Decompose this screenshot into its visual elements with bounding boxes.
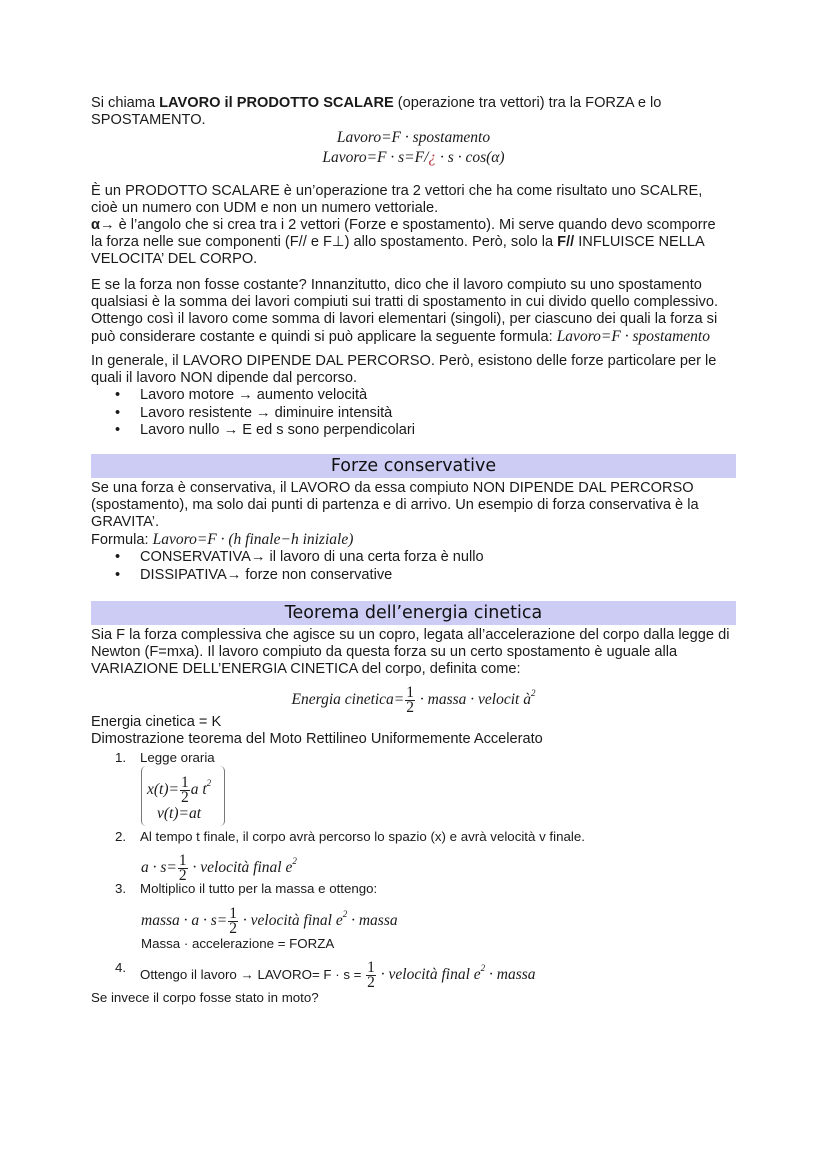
percorso-paragraph bbox=[91, 353, 741, 440]
formula-part: · massa bbox=[485, 966, 536, 983]
step-2 bbox=[91, 828, 741, 845]
numerator: 1 bbox=[406, 683, 415, 701]
text: Energia cinetica = K bbox=[91, 714, 222, 730]
text: Newton (F=mxa). Il lavoro compiuto da questa forza su un certo spostamento è uguale alla bbox=[91, 644, 678, 660]
section-heading-forze-conservative: Forze conservative bbox=[91, 454, 736, 478]
numerator: 1 bbox=[180, 773, 189, 791]
text: Sia F la forza complessiva che agisce su un copro, legata all’accelerazione del corpo dalla legge di bbox=[91, 627, 730, 643]
text: GRAVITA’. bbox=[91, 514, 160, 530]
denominator: 2 bbox=[180, 788, 189, 806]
forza-non-costante-paragraph bbox=[91, 277, 741, 346]
formula-1: Lavoro=F · spostamento bbox=[336, 129, 491, 146]
alpha-label: α→ bbox=[91, 217, 115, 233]
step-number: 3. bbox=[115, 881, 127, 896]
numerator: 1 bbox=[178, 851, 187, 869]
step-3-formula bbox=[141, 899, 398, 936]
text: (operazione tra vettori) tra la FORZA e lo bbox=[393, 95, 662, 111]
numerator: 1 bbox=[367, 958, 375, 976]
system-eq-2: v(t)=at bbox=[157, 805, 202, 822]
text: Si chiama bbox=[91, 95, 160, 111]
text: VARIAZIONE DELL’ENERGIA CINETICA del corpo, definita come: bbox=[91, 661, 521, 677]
step-text: Legge oraria bbox=[140, 750, 215, 765]
formula-part: · massa bbox=[347, 912, 398, 929]
list-item: • Lavoro resistente → diminuire intensità bbox=[91, 405, 741, 423]
text: è l’angolo che si crea tra i 2 vettori (Forze e spostamento). Mi serve quando devo scomporre bbox=[114, 217, 716, 233]
step-3 bbox=[91, 880, 741, 897]
list-item: • Lavoro nullo → E ed s sono perpendicolari bbox=[91, 422, 741, 440]
text: Ottengo così il lavoro come somma di lavori elementari (singoli), per ciascuno dei quali la forza si bbox=[91, 311, 718, 327]
formula-part: · velocità final e bbox=[376, 966, 481, 983]
formula-part: · massa · velocit à bbox=[416, 691, 531, 708]
text: VELOCITA’ DEL CORPO. bbox=[91, 251, 258, 267]
forze-conservative-paragraph bbox=[91, 480, 741, 584]
formula-label: Formula: bbox=[91, 532, 153, 548]
text: quali il lavoro NON dipende dal percorso. bbox=[91, 370, 358, 386]
section-heading-teorema: Teorema dell’energia cinetica bbox=[91, 601, 736, 625]
lavoro-types-list bbox=[91, 387, 741, 440]
exponent: 2 bbox=[342, 909, 348, 919]
exponent: 2 bbox=[530, 688, 536, 698]
text: Se una forza è conservativa, il LAVORO da essa compiuto NON DIPENDE DAL PERCORSO bbox=[91, 480, 694, 496]
text: È un PRODOTTO SCALARE è un’operazione tra 2 vettori che ha come risultato uno SCALRE, bbox=[91, 183, 703, 199]
text: può considerare costante e quindi si può applicare la seguente formula: bbox=[91, 329, 557, 345]
text: (spostamento), ma solo dai punti di partenza e di arrivo. Un esempio di forza conservativa è la bbox=[91, 497, 699, 513]
formula-error-glyph: ¿ bbox=[428, 149, 437, 166]
prodotto-scalare-paragraph bbox=[91, 183, 741, 268]
exponent: 2 bbox=[480, 963, 486, 973]
closing-question: Se invece il corpo fosse stato in moto? bbox=[91, 990, 319, 1005]
formula-part: · s · cos bbox=[436, 149, 487, 166]
text: Dimostrazione teorema del Moto Rettilineo Uniformemente Accelerato bbox=[91, 731, 543, 747]
text: INFLUISCE NELLA bbox=[574, 234, 705, 250]
list-item: • Lavoro motore → aumento velocità bbox=[91, 387, 741, 405]
bold-text: F// bbox=[557, 234, 575, 250]
forze-list bbox=[91, 549, 741, 584]
formula-part: · velocità final e bbox=[239, 912, 343, 929]
text: cioè un numero con UDM e non un numero vettoriale. bbox=[91, 200, 439, 216]
teorema-paragraph bbox=[91, 627, 741, 678]
text: In generale, il LAVORO DIPENDE DAL PERCORSO. Però, esistono delle forze particolare per le bbox=[91, 353, 717, 369]
step-2-formula bbox=[141, 846, 297, 883]
formula-energia-cinetica bbox=[91, 678, 736, 715]
step-number: 1. bbox=[115, 750, 127, 765]
denominator: 2 bbox=[178, 866, 187, 884]
formula-part: massa · a · s= bbox=[141, 912, 228, 929]
list-item: • CONSERVATIVA→ il lavoro di una certa forza è nullo bbox=[91, 549, 741, 567]
formula-part: (α) bbox=[486, 149, 505, 166]
system-eq-1 bbox=[147, 768, 211, 805]
bold-text: LAVORO il PRODOTTO SCALARE bbox=[159, 95, 394, 111]
formula-part: Lavoro=F · s=F/ bbox=[322, 149, 429, 166]
step-4 bbox=[91, 953, 741, 990]
formula-2 bbox=[91, 148, 736, 168]
formula-lavoro bbox=[91, 128, 736, 168]
formula-part: a · s= bbox=[141, 859, 177, 876]
numerator: 1 bbox=[229, 904, 237, 922]
list-item: • DISSIPATIVA→ forze non conservative bbox=[91, 567, 741, 585]
denominator: 2 bbox=[229, 919, 237, 937]
step-text: Al tempo t finale, il corpo avrà percorso lo spazio (x) e avrà velocità v finale. bbox=[140, 829, 585, 844]
step-3-note: Massa · accelerazione = FORZA bbox=[141, 936, 335, 951]
text: SPOSTAMENTO. bbox=[91, 112, 206, 128]
step-number: 2. bbox=[115, 829, 127, 844]
step-text: Moltiplico il tutto per la massa e ottengo: bbox=[140, 881, 378, 896]
formula-part: · velocità final e bbox=[188, 859, 293, 876]
text: E se la forza non fosse costante? Innanzitutto, dico che il lavoro compiuto su uno spostamento bbox=[91, 277, 702, 293]
step-text: Ottengo il lavoro → LAVORO= F · s = bbox=[140, 967, 366, 982]
text: qualsiasi è la somma dei lavori compiuti sui tratti di spostamento in cui divido quello complessivo. bbox=[91, 294, 719, 310]
step-number: 4. bbox=[115, 960, 127, 975]
inline-formula: Lavoro=F · (h finale−h iniziale) bbox=[152, 531, 354, 548]
formula-part: x(t)= bbox=[147, 781, 179, 798]
intro-paragraph bbox=[91, 95, 741, 129]
step-1 bbox=[91, 749, 741, 766]
denominator: 2 bbox=[406, 698, 415, 716]
formula-part: Energia cinetica= bbox=[291, 691, 405, 708]
text: la forza nelle sue componenti (F// e F⊥) allo spostamento. Però, solo la bbox=[91, 234, 558, 250]
denominator: 2 bbox=[367, 973, 375, 991]
inline-formula: Lavoro=F · spostamento bbox=[556, 328, 710, 345]
definitions bbox=[91, 714, 741, 748]
formula-part: a t bbox=[190, 781, 207, 798]
exponent: 2 bbox=[206, 778, 212, 788]
exponent: 2 bbox=[292, 856, 297, 866]
